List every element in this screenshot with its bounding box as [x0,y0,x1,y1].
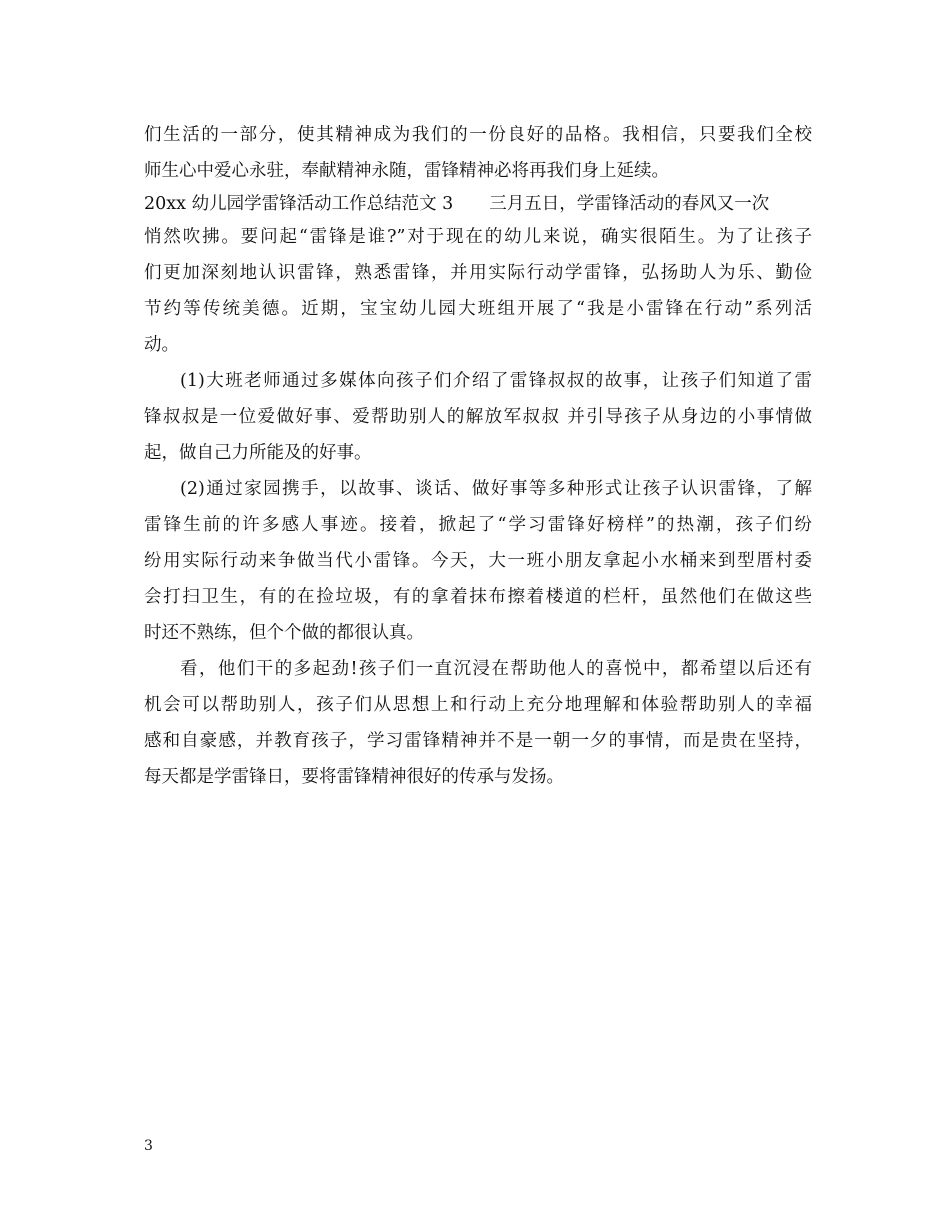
text-line: 动。 [144,335,179,355]
text-segment: 三月五日，学雷锋活动的春风又一次 [489,194,770,214]
text-line: 雷锋生前的许多感人事迹。接着，掀起了“学习雷锋好榜样”的热潮，孩子们纷 [144,515,812,535]
paragraph-first-line: (2)通过家园携手，以故事、谈话、做好事等多种形式让孩子认识雷锋，了解 [180,479,812,499]
text-line: 纷用实际行动来争做当代小雷锋。今天，大一班小朋友拿起小水桶来到型厝村委 [144,551,812,571]
text-line: 时还不熟练，但个个做的都很认真。 [144,623,424,643]
text-line: 会打扫卫生，有的在捡垃圾，有的拿着抹布擦着楼道的栏杆，虽然他们在做这些 [144,587,812,607]
paragraph-first-line: 看，他们干的多起劲!孩子们一直沉浸在帮助他人的喜悦中，都希望以后还有 [180,659,812,679]
text-line: 起，做自己力所能及的好事。 [144,443,372,463]
text-line: 师生心中爱心永驻，奉献精神永随，雷锋精神必将再我们身上延续。 [144,161,669,181]
text-line: 们更加深刻地认识雷锋，熟悉雷锋，并用实际行动学雷锋，弘扬助人为乐、勤俭 [144,263,812,283]
text-line: 锋叔叔是一位爱做好事、爱帮助别人的解放军叔叔 并引导孩子从身边的小事情做 [144,407,812,427]
text-line: 们生活的一部分，使其精神成为我们的一份良好的品格。我相信，只要我们全校 [144,125,812,145]
text-line: 每天都是学雷锋日，要将雷锋精神很好的传承与发扬。 [144,767,564,787]
text-line: 机会可以帮助别人，孩子们从思想上和行动上充分地理解和体验帮助别人的幸福 [144,695,812,715]
section-heading-line [144,189,812,219]
text-line: 悄然吹拂。要问起“雷锋是谁?”对于现在的幼儿来说，确实很陌生。为了让孩子 [144,227,812,247]
paragraph-first-line: (1)大班老师通过多媒体向孩子们介绍了雷锋叔叔的故事，让孩子们知道了雷 [180,371,812,391]
document-body [144,117,812,795]
text-line: 节约等传统美德。近期，宝宝幼儿园大班组开展了“我是小雷锋在行动”系列活 [144,299,812,319]
section-heading: 20xx 幼儿园学雷锋活动工作总结范文 3 [144,194,454,214]
text-line: 感和自豪感，并教育孩子，学习雷锋精神并不是一朝一夕的事情，而是贵在坚持， [144,731,812,751]
page-number: 3 [144,1138,153,1154]
